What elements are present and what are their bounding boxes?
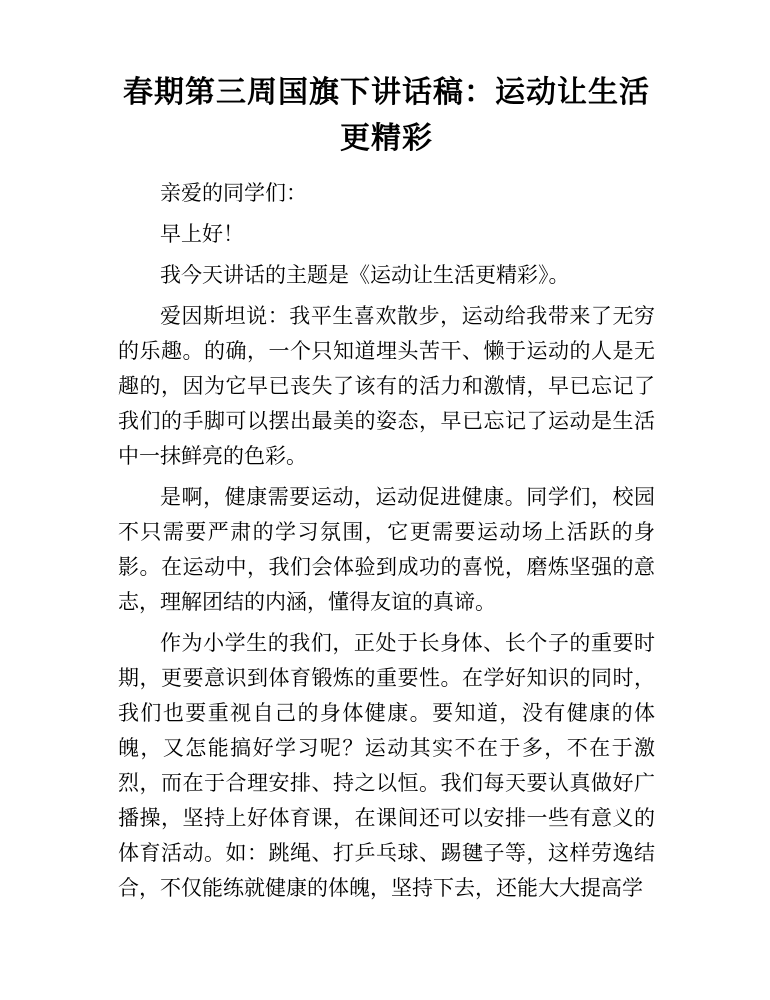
paragraph-greeting: 早上好！ xyxy=(160,222,244,246)
paragraph-einstein-quote: 爱因斯坦说：我平生喜欢散步，运动给我带来了无穷的乐趣。的确，一个只知道埋头苦干、懒于运动的人是无趣的，因为它早已丧失了该有的活力和激情，早已忘记了我们的手脚可以摆出最美的姿态，早已忘记了运动是生活中一抹鲜亮的色彩。 xyxy=(118,304,655,468)
paragraph-students-exercise: 作为小学生的我们，正处于长身体、长个子的重要时期，更要意识到体育锻炼的重要性。在学好知识的同时，我们也要重视自己的身体健康。要知道，没有健康的体魄，又怎能搞好学习呢？运动其实不在于多，不在于激烈，而在于合理安排、持之以恒。我们每天要认真做好广播操，坚持上好体育课，在课间还可以安排一些有意义的体育活动。如：跳绳、打乒乓球、踢毽子等，这样劳逸结合，不仅能练就健康的体魄，坚持下去，还能大大提高学 xyxy=(118,631,655,900)
paragraph-salutation: 亲爱的同学们： xyxy=(160,181,307,205)
paragraph-health-sports: 是啊，健康需要运动，运动促进健康。同学们，校园不只需要严肃的学习氛围，它更需要运动场上活跃的身影。在运动中，我们会体验到成功的喜悦，磨炼坚强的意志，理解团结的内涵，懂得友谊的真谛。 xyxy=(118,485,655,614)
paragraph-topic: 我今天讲话的主题是《运动让生活更精彩》。 xyxy=(160,263,570,287)
document-title: 春期第三周国旗下讲话稿：运动让生活更精彩 xyxy=(123,76,650,155)
document-body xyxy=(118,176,655,906)
